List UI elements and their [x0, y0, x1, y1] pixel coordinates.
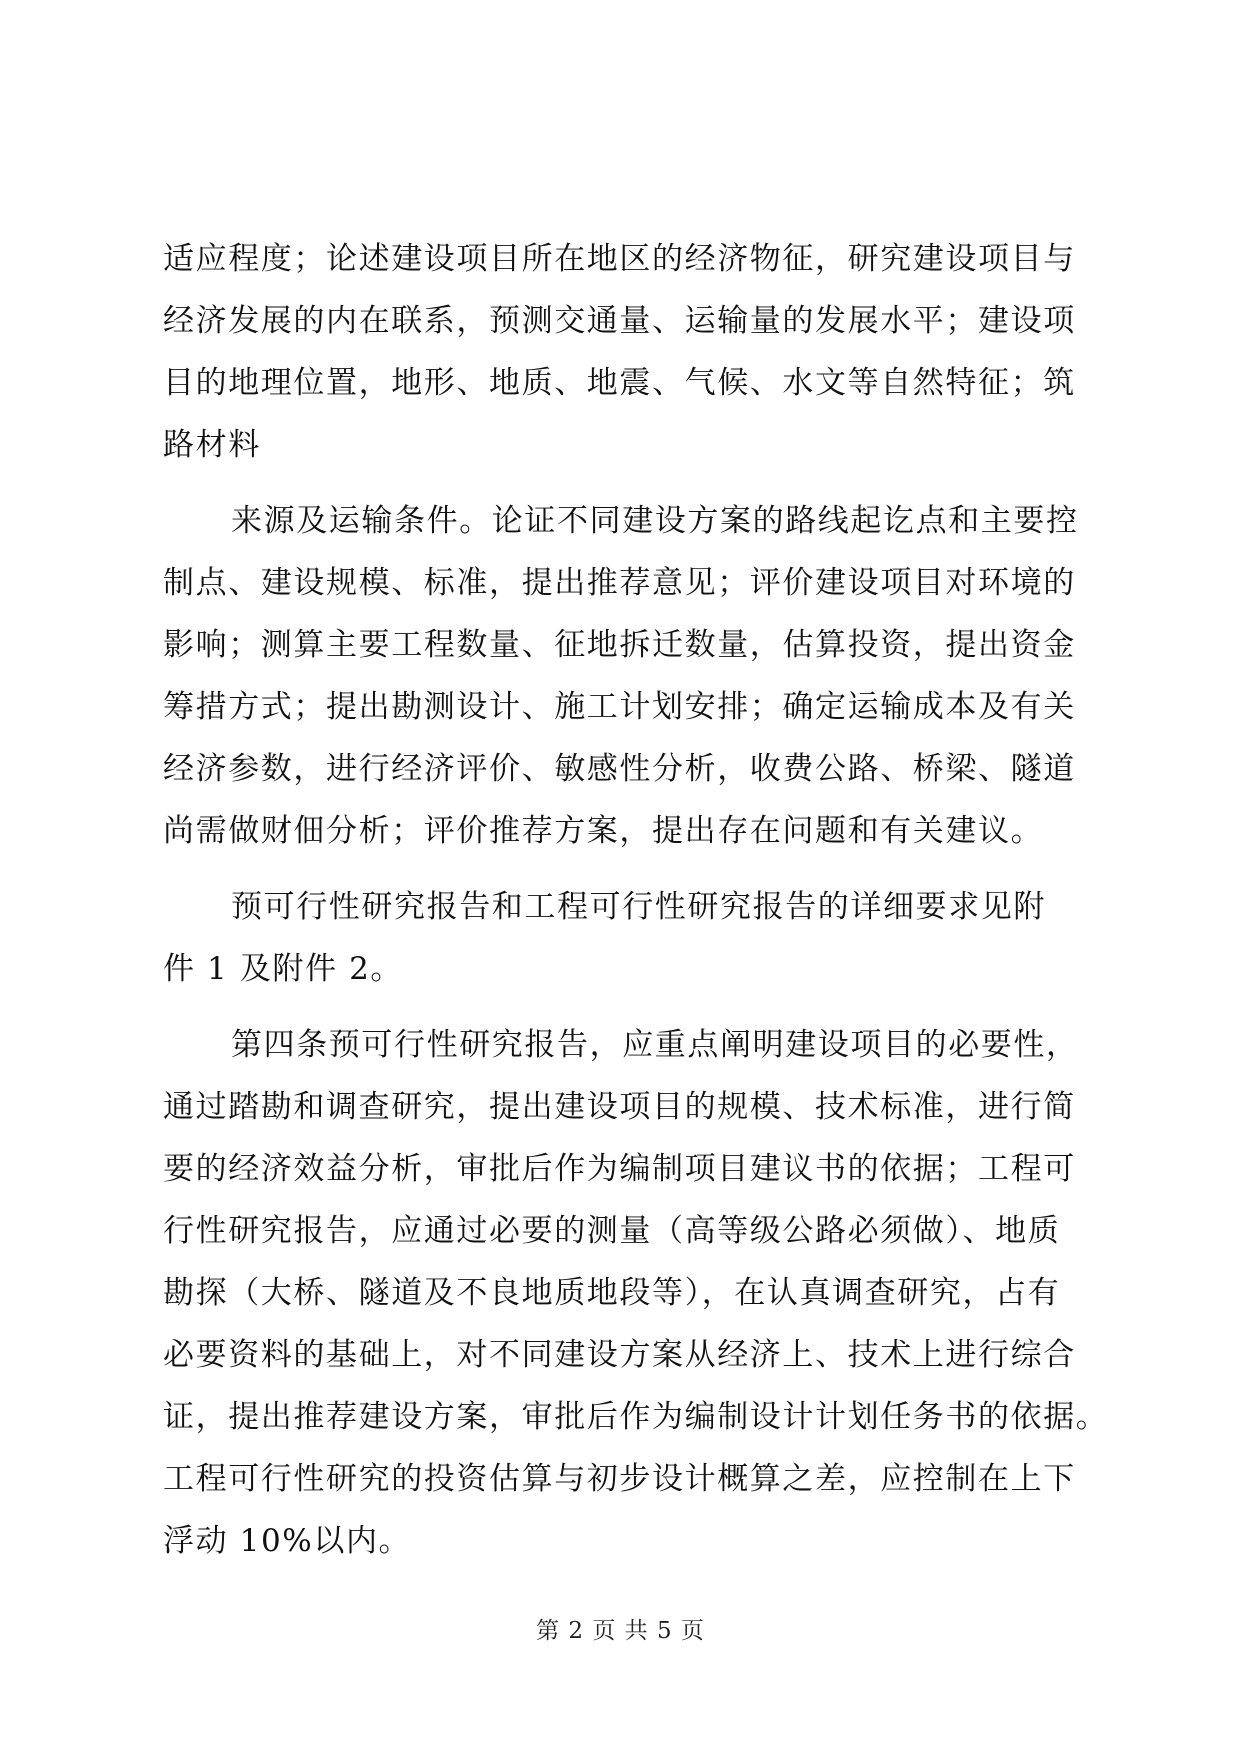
text-line: 件 1 及附件 2。 — [163, 951, 404, 987]
paragraph-start-line: 预可行性研究报告和工程可行性研究报告的详细要求见附 — [231, 889, 1046, 925]
text-line: 尚需做财佃分析；评价推荐方案，提出存在问题和有关建议。 — [163, 813, 1044, 849]
text-line: 工程可行性研究的投资估算与初步设计概算之差，应控制在上下 — [163, 1461, 1076, 1497]
paragraph-start-line: 来源及运输条件。论证不同建设方案的路线起讫点和主要控 — [231, 503, 1079, 539]
text-line: 通过踏勘和调查研究，提出建设项目的规模、技术标准，进行简 — [163, 1089, 1076, 1125]
text-line: 影响；测算主要工程数量、征地拆迁数量，估算投资，提出资金 — [163, 627, 1076, 663]
text-line: 适应程度；论述建设项目所在地区的经济物征，研究建设项目与 — [163, 241, 1076, 277]
text-line: 路材料 — [163, 427, 261, 463]
text-line: 目的地理位置，地形、地质、地震、气候、水文等自然特征；筑 — [163, 365, 1076, 401]
text-line: 证，提出推荐建设方案，审批后作为编制设计计划任务书的依据。 — [163, 1399, 1109, 1435]
text-line: 行性研究报告，应通过必要的测量（高等级公路必须做）、地质 — [163, 1213, 1061, 1249]
text-line: 筹措方式；提出勘测设计、施工计划安排；确定运输成本及有关 — [163, 689, 1076, 725]
text-line: 经济发展的内在联系，预测交通量、运输量的发展水平；建设项 — [163, 303, 1076, 339]
text-line: 制点、建设规模、标准，提出推荐意见；评价建设项目对环境的 — [163, 565, 1076, 601]
paragraph-start-line: 第四条预可行性研究报告，应重点阐明建设项目的必要性， — [231, 1027, 1079, 1063]
text-line: 浮动 10%以内。 — [163, 1523, 412, 1559]
body-text — [163, 228, 1109, 1572]
page-footer: 第 2 页 共 5 页 — [536, 1618, 705, 1644]
text-line: 勘探（大桥、隧道及不良地质地段等），在认真调查研究，占有 — [163, 1275, 1061, 1311]
text-line: 要的经济效益分析，审批后作为编制项目建议书的依据；工程可 — [163, 1151, 1076, 1187]
text-line: 经济参数，进行经济评价、敏感性分析，收费公路、桥梁、隧道 — [163, 751, 1076, 787]
text-line: 必要资料的基础上，对不同建设方案从经济上、技术上进行综合 — [163, 1337, 1076, 1373]
